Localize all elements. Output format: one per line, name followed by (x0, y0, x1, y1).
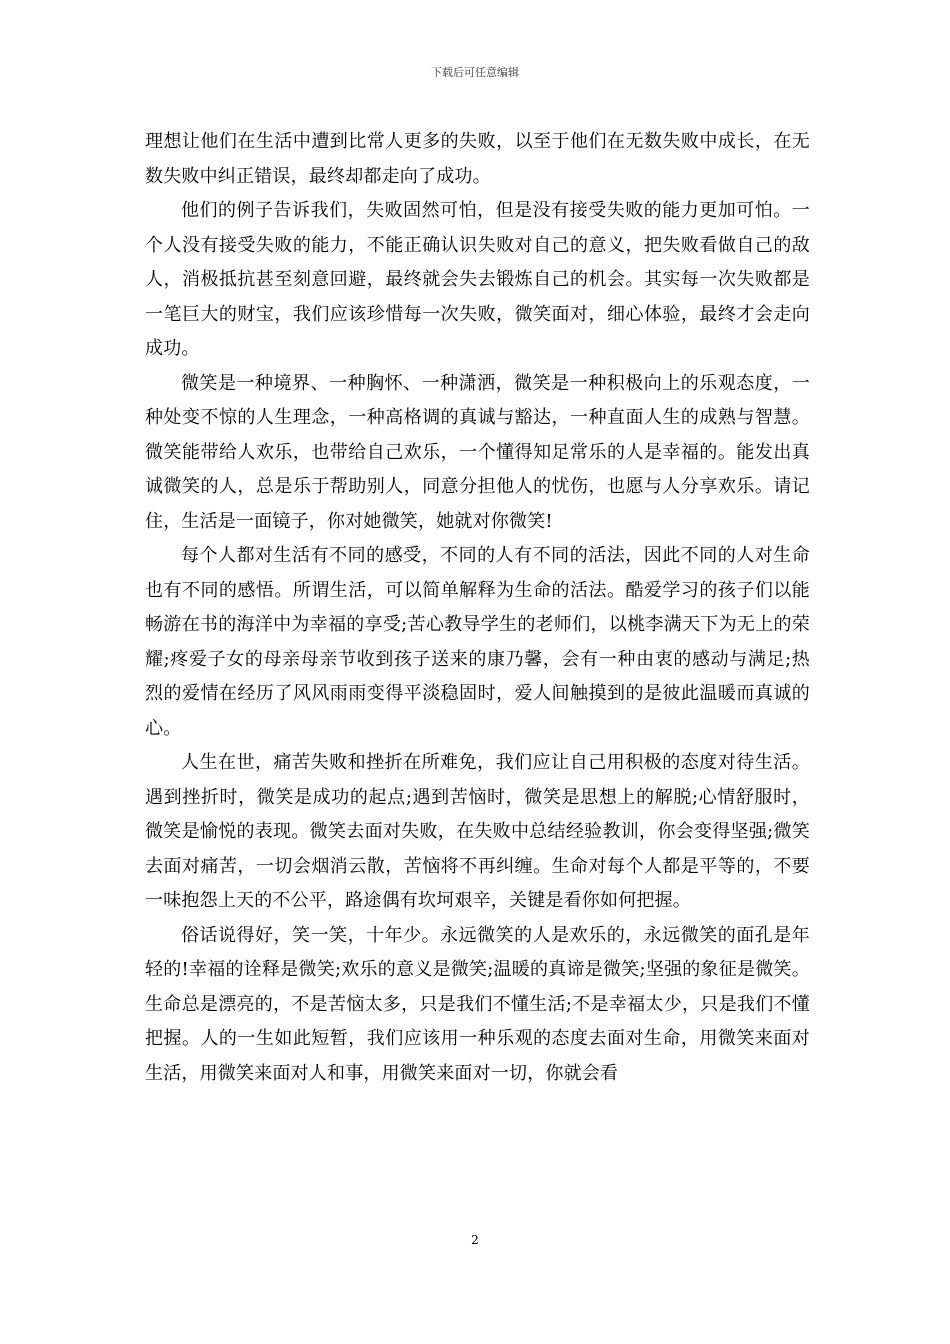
page-number: 2 (471, 1233, 479, 1247)
paragraph-4: 每个人都对生活有不同的感受，不同的人有不同的活法，因此不同的人对生命也有不同的感悟。所谓生活，可以简单解释为生命的活法。酷爱学习的孩子们以能畅游在书的海洋中为幸福的享受;苦心教导学生的老师们，以桃李满天下为无上的荣耀;疼爱子女的母亲母亲节收到孩子送来的康乃馨，会有一种由衷的感动与满足;热烈的爱情在经历了风风雨雨变得平淡稳固时，爱人间触摸到的是彼此温暖而真诚的心。 (145, 545, 810, 739)
paragraph-3: 微笑是一种境界、一种胸怀、一种潇洒，微笑是一种积极向上的乐观态度，一种处变不惊的人生理念，一种高格调的真诚与豁达，一种直面人生的成熟与智慧。微笑能带给人欢乐，也带给自己欢乐，一个懂得知足常乐的人是幸福的。能发出真诚微笑的人，总是乐于帮助别人，同意分担他人的忧伤，也愿与人分享欢乐。请记住，生活是一面镜子，你对她微笑，她就对你微笑! (145, 372, 810, 532)
paragraph-1: 理想让他们在生活中遭到比常人更多的失败，以至于他们在无数失败中成长，在无数失败中纠正错误，最终却都走向了成功。 (145, 131, 810, 187)
page-header-note: 下载后可任意编辑 (431, 66, 519, 79)
paragraph-6: 俗话说得好，笑一笑，十年少。永远微笑的人是欢乐的，永远微笑的面孔是年轻的!幸福的诠释是微笑;欢乐的意义是微笑;温暖的真谛是微笑;坚强的象征是微笑。生命总是漂亮的，不是苦恼太多，只是我们不懂生活;不是幸福太少，只是我们不懂把握。人的一生如此短暂，我们应该用一种乐观的态度去面对生命，用微笑来面对生活，用微笑来面对人和事，用微笑来面对一切，你就会看 (145, 924, 810, 1084)
document-body (145, 125, 810, 1091)
paragraph-2: 他们的例子告诉我们，失败固然可怕，但是没有接受失败的能力更加可怕。一个人没有接受失败的能力，不能正确认识失败对自己的意义，把失败看做自己的敌人，消极抵抗甚至刻意回避，最终就会失去锻炼自己的机会。其实每一次失败都是一笔巨大的财宝，我们应该珍惜每一次失败，微笑面对，细心体验，最终才会走向成功。 (145, 200, 810, 359)
paragraph-5: 人生在世，痛苦失败和挫折在所难免，我们应让自己用积极的态度对待生活。遇到挫折时，微笑是成功的起点;遇到苦恼时，微笑是思想上的解脱;心情舒服时，微笑是愉悦的表现。微笑去面对失败，在失败中总结经验教训，你会变得坚强;微笑去面对痛苦，一切会烟消云散，苦恼将不再纠缠。生命对每个人都是平等的，不要一味抱怨上天的不公平，路途偶有坎坷艰辛，关键是看你如何把握。 (145, 752, 810, 911)
